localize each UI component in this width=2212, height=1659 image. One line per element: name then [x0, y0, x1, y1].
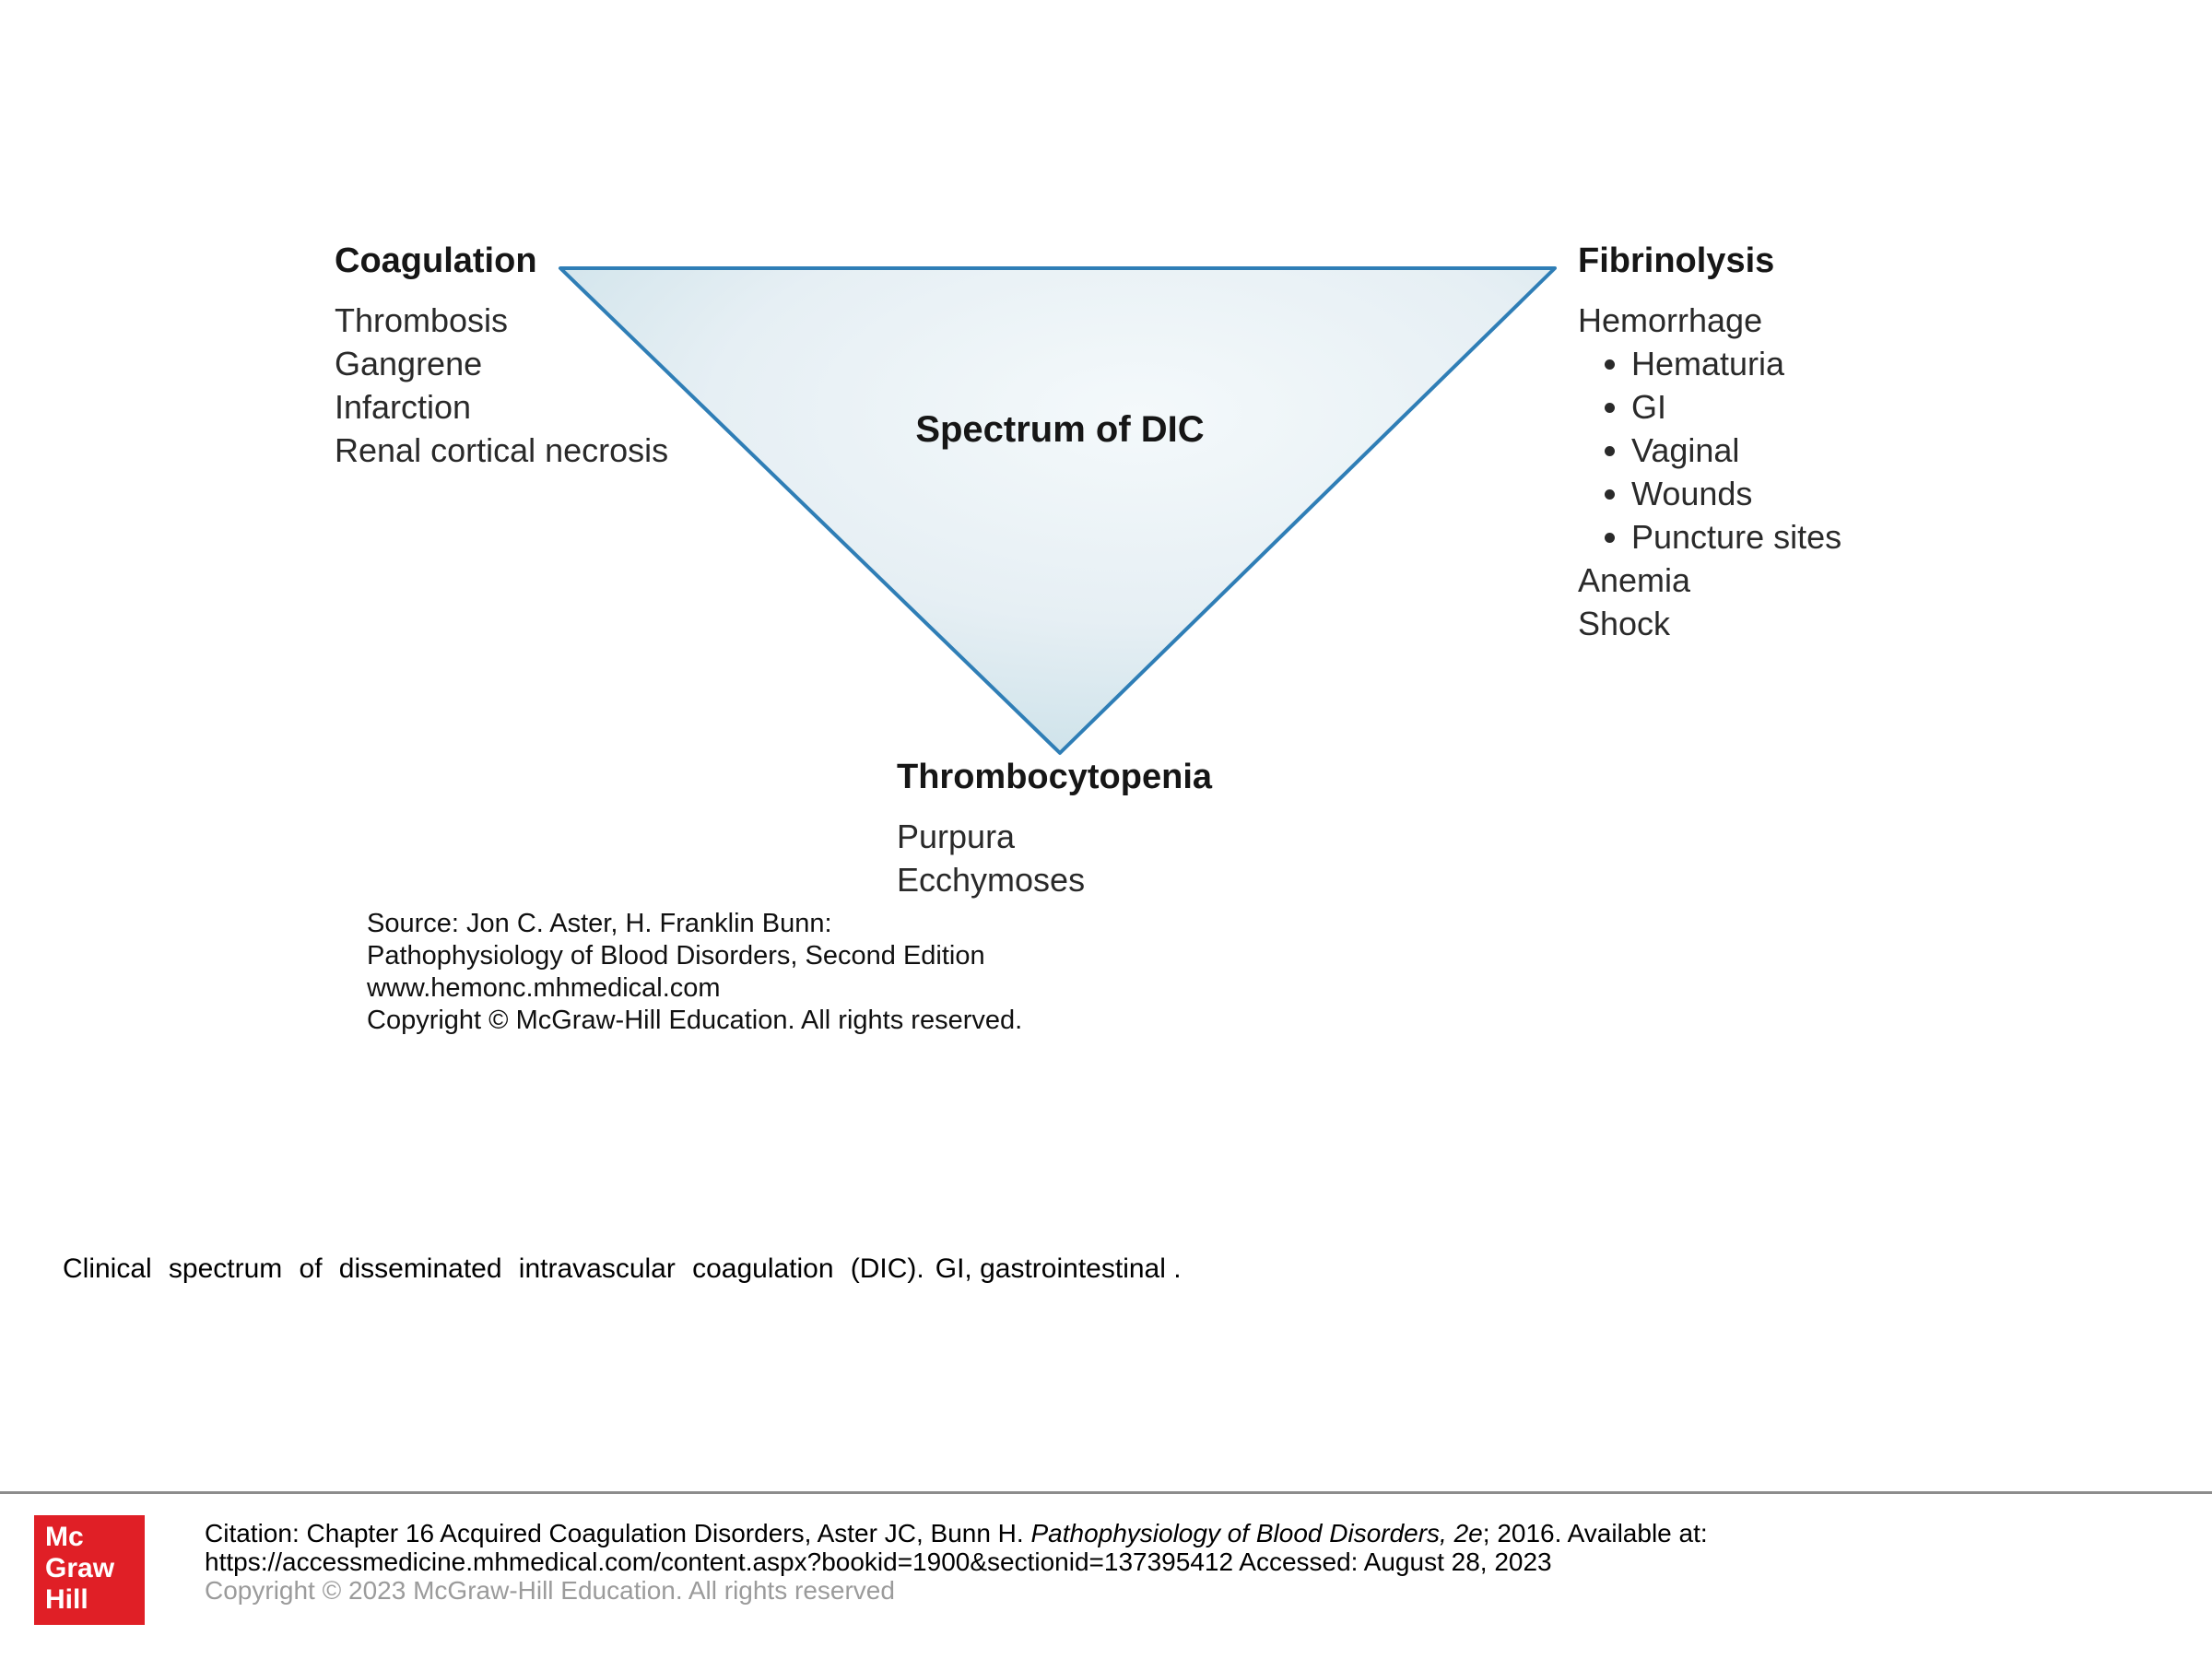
thrombocytopenia-block: [897, 758, 1212, 901]
logo-line: Mc: [45, 1522, 84, 1552]
source-line: www.hemonc.mhmedical.com: [367, 973, 721, 1003]
list-item: Renal cortical necrosis: [335, 431, 669, 469]
citation-suffix: ; 2016. Available at:: [1482, 1519, 1708, 1547]
mcgraw-hill-logo: [34, 1515, 145, 1625]
list-item: • GI: [1631, 385, 1841, 429]
list-item: Shock: [1578, 605, 1671, 642]
citation-prefix: Citation: Chapter 16 Acquired Coagulation Disorders, Aster JC, Bunn H.: [205, 1519, 1031, 1547]
coagulation-list: [335, 299, 668, 472]
thrombocytopenia-list: [897, 815, 1212, 901]
list-item: • Wounds: [1631, 472, 1841, 515]
triangle-shape: [560, 268, 1555, 753]
copyright-line: Copyright © 2023 McGraw-Hill Education. All rights reserved: [205, 1576, 895, 1605]
list-item: Thrombosis: [335, 301, 509, 339]
diagram-title: Spectrum of DIC: [915, 409, 1205, 450]
source-line: Pathophysiology of Blood Disorders, Second Edition: [367, 941, 985, 971]
list-item: Purpura: [897, 818, 1016, 855]
list-item: Ecchymoses: [897, 861, 1086, 899]
caption-abbreviation-note: GI, gastrointestinal .: [935, 1253, 1182, 1284]
fibrinolysis-heading: Fibrinolysis: [1578, 241, 1775, 280]
citation-line-1: [205, 1519, 1708, 1547]
logo-line: Graw: [45, 1553, 115, 1583]
footer-divider: [0, 1491, 2212, 1494]
source-line: Copyright © McGraw-Hill Education. All rights reserved.: [367, 1006, 1023, 1035]
fibrinolysis-lead: Hemorrhage: [1578, 301, 1763, 339]
fibrinolysis-extra-list: [1578, 559, 1841, 645]
list-item: • Puncture sites: [1631, 515, 1841, 559]
caption-text: Clinical spectrum of disseminated intravascular coagulation (DIC).: [63, 1253, 924, 1284]
fibrinolysis-block: [1578, 241, 1841, 645]
thrombocytopenia-heading: Thrombocytopenia: [897, 758, 1213, 796]
citation-block: [205, 1519, 1708, 1605]
citation-book-title: Pathophysiology of Blood Disorders, 2e: [1030, 1519, 1483, 1547]
source-block: [367, 908, 1022, 1037]
figure-caption: [63, 1253, 1182, 1285]
list-item: Gangrene: [335, 345, 483, 382]
list-item: • Vaginal: [1631, 429, 1841, 472]
coagulation-block: [335, 241, 668, 472]
list-item: Infarction: [335, 388, 472, 426]
list-item: • Hematuria: [1631, 342, 1841, 385]
source-line: Source: Jon C. Aster, H. Franklin Bunn:: [367, 909, 832, 938]
logo-line: Hill: [45, 1584, 88, 1615]
list-item: Anemia: [1578, 561, 1691, 599]
coagulation-heading: Coagulation: [335, 241, 537, 280]
citation-url-line: https://accessmedicine.mhmedical.com/content.aspx?bookid=1900&sectionid=137395412 Accessed: August 28, 2023: [205, 1547, 1552, 1576]
fibrinolysis-bullet-list: [1578, 342, 1841, 559]
